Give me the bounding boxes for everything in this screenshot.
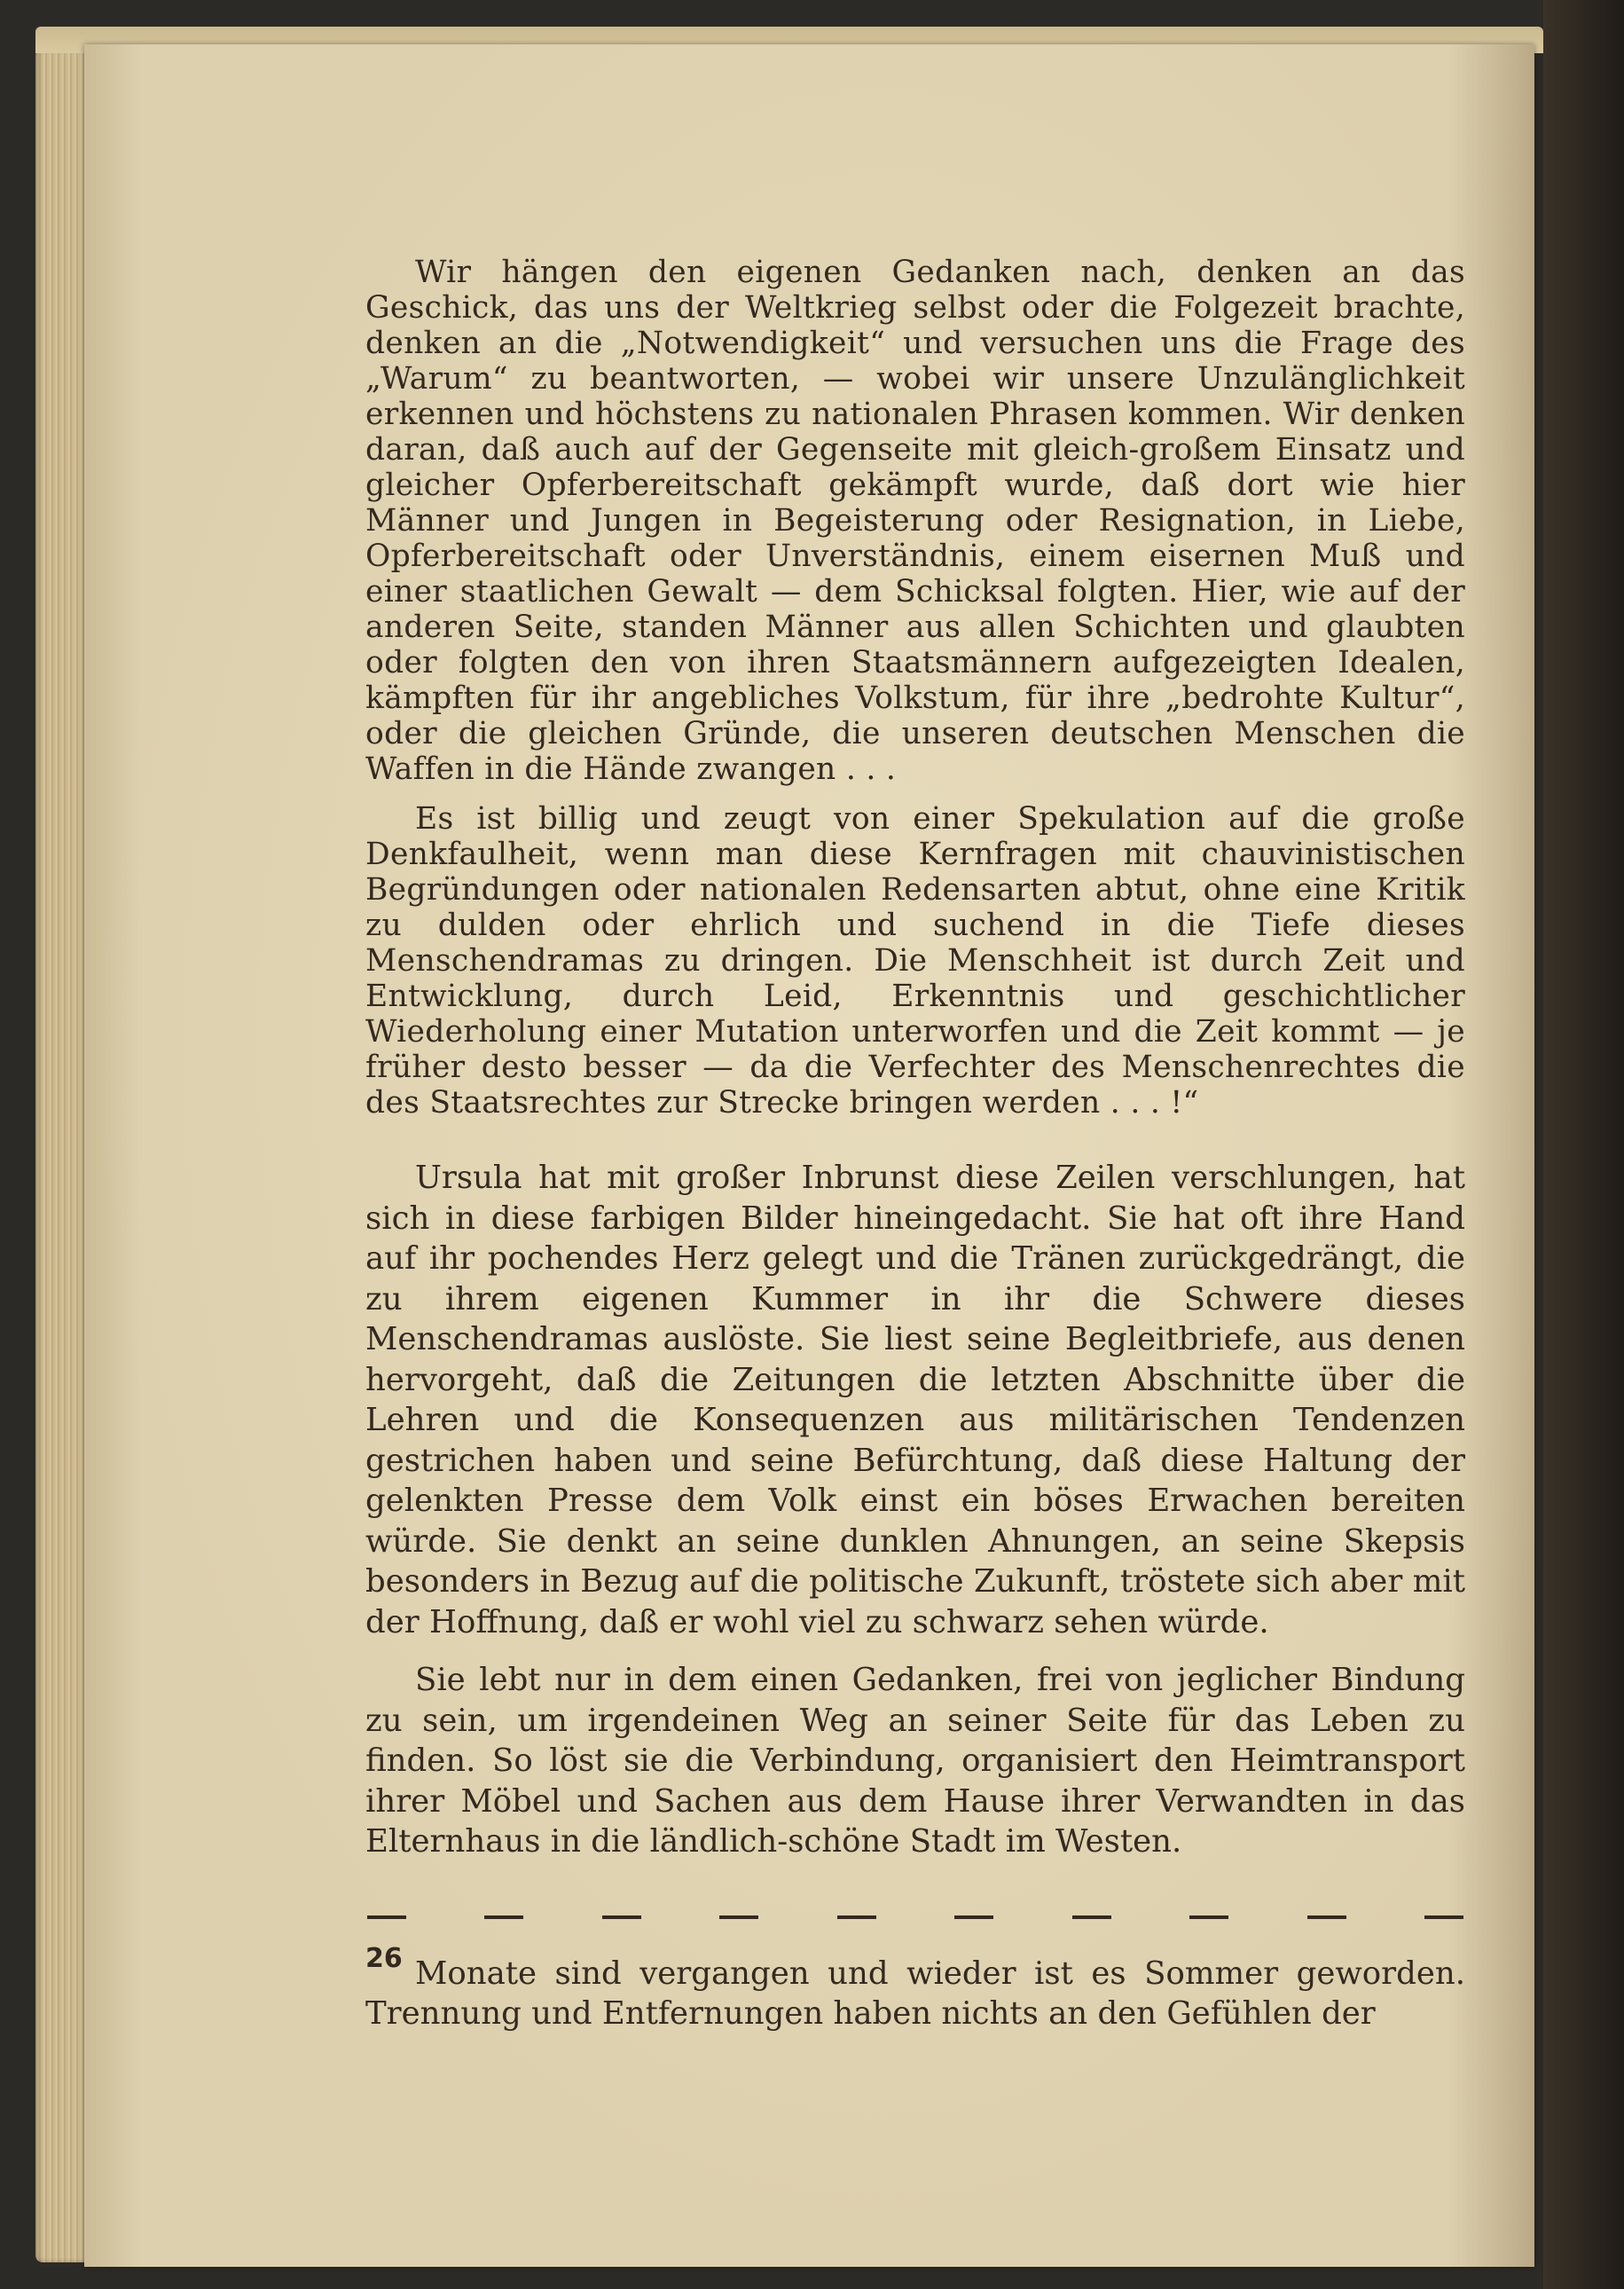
body-paragraph: Ursula hat mit großer Inbrunst diese Zeilen verschlungen, hat sich in diese farbigen Bilder hineingedacht. Sie hat oft ihre Hand auf ihr pochendes Herz gelegt und die Tränen zurückgedrängt, die zu ihrem eigenen Kummer in ihr die Schwere dieses Menschendramas auslöste. Sie liest seine Begleitbriefe, aus denen hervorgeht, daß die Zeitungen die letzten Abschnitte über die Lehren und die Konsequenzen aus militärischen Tendenzen gestrichen haben und seine Befürchtung, daß diese Haltung der gelenkten Presse dem Volk einst ein böses Erwachen bereiten würde. Sie denkt an seine dunklen Ahnungen, an seine Skepsis besonders in Bezug auf die politische Zukunft, tröstete sich aber mit der Hoffnung, daß er wohl viel zu schwarz sehen würde. <box>365 1160 1465 1640</box>
page-text <box>365 255 1465 2034</box>
dash <box>602 1915 641 1919</box>
dash <box>837 1915 876 1919</box>
body-paragraph: Sie lebt nur in dem einen Gedanken, frei von jeglicher Bindung zu sein, um irgendeinen Weg an seiner Seite für das Leben zu finden. So löst sie die Verbindung, organisiert den Heimtransport ihrer Möbel und Sachen aus dem Hause ihrer Verwandten in das Elternhaus in die ländlich-schöne Stadt im Westen. <box>365 1662 1465 1860</box>
section-separator <box>365 1915 1465 1920</box>
dash <box>1424 1915 1463 1919</box>
dash <box>719 1915 758 1919</box>
dash <box>1307 1915 1346 1919</box>
page-number: 26 <box>365 1943 403 1974</box>
quote-paragraph: Es ist billig und zeugt von einer Spekulation auf die große Denkfaulheit, wenn man diese Kernfragen mit chauvinistischen Begründungen oder nationalen Redensarten abtut, ohne eine Kritik zu dulden oder ehrlich und suchend in die Tiefe dieses Menschendramas zu dringen. Die Menschheit ist durch Zeit und Entwicklung, durch Leid, Erkenntnis und geschichtlicher Wiederholung einer Mutation unterworfen und die Zeit kommt — je früher desto besser — da die Verfechter des Menschenrechtes die des Staatsrechtes zur Strecke bringen werden . . . !“ <box>365 801 1465 1121</box>
backdrop <box>1543 0 1624 2289</box>
body-text <box>365 1158 1465 1862</box>
block-quote <box>365 255 1465 1121</box>
dash <box>954 1915 993 1919</box>
dash <box>1189 1915 1228 1919</box>
body-paragraph: Monate sind vergangen und wieder ist es Sommer geworden. Trennung und Entfernungen haben nichts an den Gefühlen der <box>365 1955 1465 2032</box>
quote-paragraph: Wir hängen den eigenen Gedanken nach, denken an das Geschick, das uns der Weltkrieg selbst oder die Folgezeit brachte, denken an die „Notwendigkeit“ und versuchen uns die Frage des „Warum“ zu beantworten, — wobei wir unsere Unzulänglichkeit erkennen und höchstens zu nationalen Phrasen kommen. Wir denken daran, daß auch auf der Gegenseite mit gleich-großem Einsatz und gleicher Opferbereitschaft gekämpft wurde, daß dort wie hier Männer und Jungen in Begeisterung oder Resignation, in Liebe, Opferbereitschaft oder Unverständnis, einem eisernen Muß und einer staatlichen Gewalt — dem Schicksal folgten. Hier, wie auf der anderen Seite, standen Männer aus allen Schichten und glaubten oder folgten den von ihren Staatsmännern aufgezeigten Idealen, kämpften für ihr angebliches Volkstum, für ihre „bedrohte Kultur“, oder die gleichen Gründe, die unseren deutschen Menschen die Waffen in die Hände zwangen . . . <box>365 255 1465 787</box>
continuation-text <box>365 1954 1465 2034</box>
dash <box>367 1915 406 1919</box>
dash <box>484 1915 523 1919</box>
dash <box>1072 1915 1111 1919</box>
